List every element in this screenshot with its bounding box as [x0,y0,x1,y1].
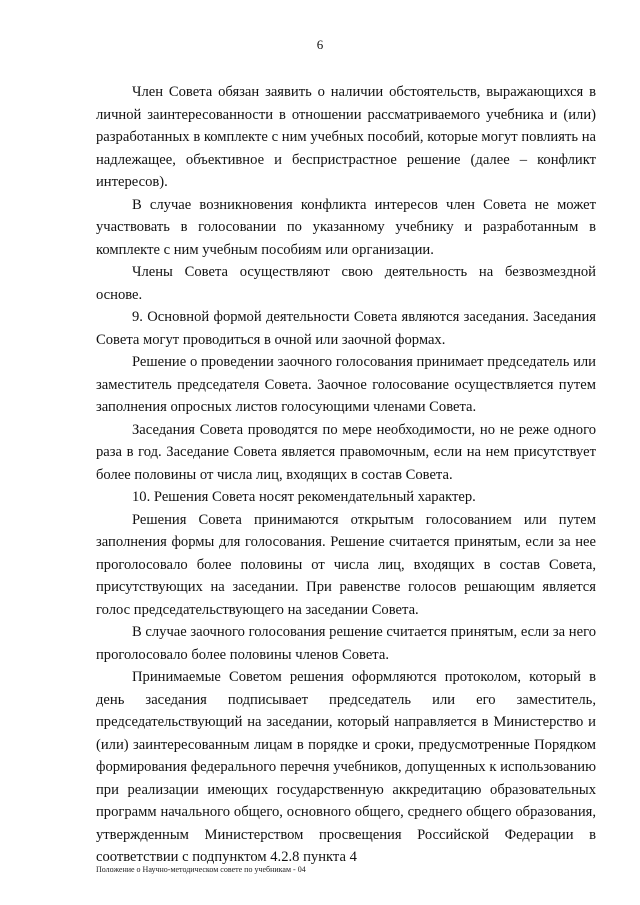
paragraph: В случае возникновения конфликта интересов член Совета не может участвовать в голосовании по указанному учебнику и разработанным в комплекте с ним учебным пособиям или организации. [96,196,596,258]
paragraph: Заседания Совета проводятся по мере необходимости, но не реже одного раза в год. Заседание Совета является правомочным, если на нем присутствует более половины от числа лиц, входящих в состав Совета. [96,421,596,483]
page-footer: Положение о Научно-методическом совете по учебникам - 04 [96,865,306,874]
paragraph: 10. Решения Совета носят рекомендательный характер. [132,489,476,505]
paragraph: Решения Совета принимаются открытым голосованием или путем заполнения формы для голосования. Решение считается принятым, если за нее проголосовало более половины от числа лиц, входящих в состав Совета, присутствующих на заседании. При равенстве голосов решающим является голос председательствующего на заседании Совета. [96,511,596,618]
paragraph: Решение о проведении заочного голосования принимает председатель или заместитель председателя Совета. Заочное голосование осуществляется путем заполнения опросных листов голосующими членами Совета. [96,354,596,415]
paragraph: Принимаемые Советом решения оформляются протоколом, который в день заседания подписывает председатель или его заместитель, председательствующий на заседании, который направляется в Министерство и (или) заинтересованным лицам в порядке и сроки, предусмотренные Порядком формирования федерального перечня учебников, допущенных к использованию при реализации имеющих государственную аккредитацию образовательных программ начального общего, основного общего, среднего общего образования, утвержденным Министерством просвещения Российской Федерации в соответствии с подпунктом 4.2.8 пункта 4 [96,669,596,865]
page-number: 6 [316,37,324,52]
paragraph: Члены Совета осуществляют свою деятельность на безвозмездной основе. [96,264,596,303]
paragraph: В случае заочного голосования решение считается принятым, если за него проголосовало более половины членов Совета. [96,624,596,663]
paragraph: 9. Основной формой деятельности Совета являются заседания. Заседания Совета могут проводиться в очной или заочной формах. [96,309,596,348]
document-body [96,81,596,869]
paragraph: Член Совета обязан заявить о наличии обстоятельств, выражающихся в личной заинтересованности в отношении рассматриваемого учебника и (или) разработанных в комплекте с ним учебных пособий, которые могут повлиять на надлежащее, объективное и беспристрастное решение (далее – конфликт интересов). [96,84,596,190]
